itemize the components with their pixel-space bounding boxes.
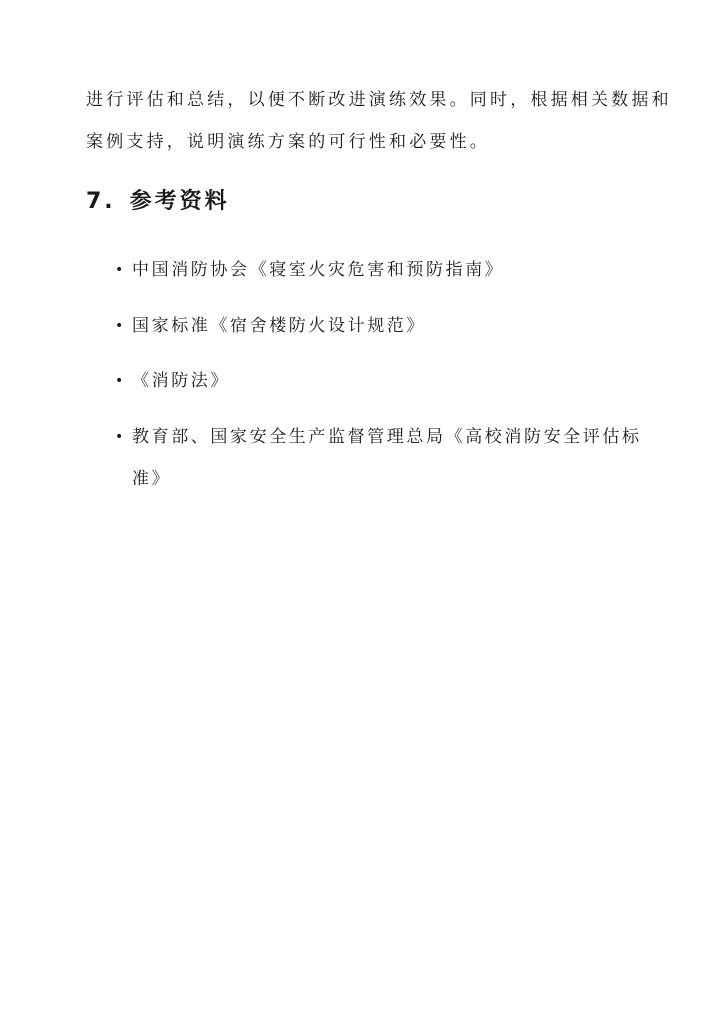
reference-text: 中国消防协会《寝室火灾危害和预防指南》 (132, 260, 505, 280)
reference-text: 《消防法》 (132, 371, 230, 391)
bullet-icon: • (115, 429, 124, 445)
bullet-icon: • (115, 262, 124, 278)
section-number: 7. (86, 189, 116, 214)
reference-text-continuation: 准》 (132, 469, 172, 489)
section-title: 参考资料 (129, 189, 230, 214)
paragraph-line: 进行评估和总结，以便不断改进演练效果。同时，根据相关数据和 (86, 90, 672, 110)
reference-text: 教育部、国家安全生产监督管理总局《高校消防安全评估标 (132, 427, 642, 447)
reference-text: 国家标准《宿舍楼防火设计规范》 (132, 316, 426, 336)
bullet-icon: • (115, 318, 124, 334)
section-heading (86, 188, 230, 216)
paragraph-line: 案例支持，说明演练方案的可行性和必要性。 (86, 132, 490, 152)
bullet-icon: • (115, 373, 124, 389)
